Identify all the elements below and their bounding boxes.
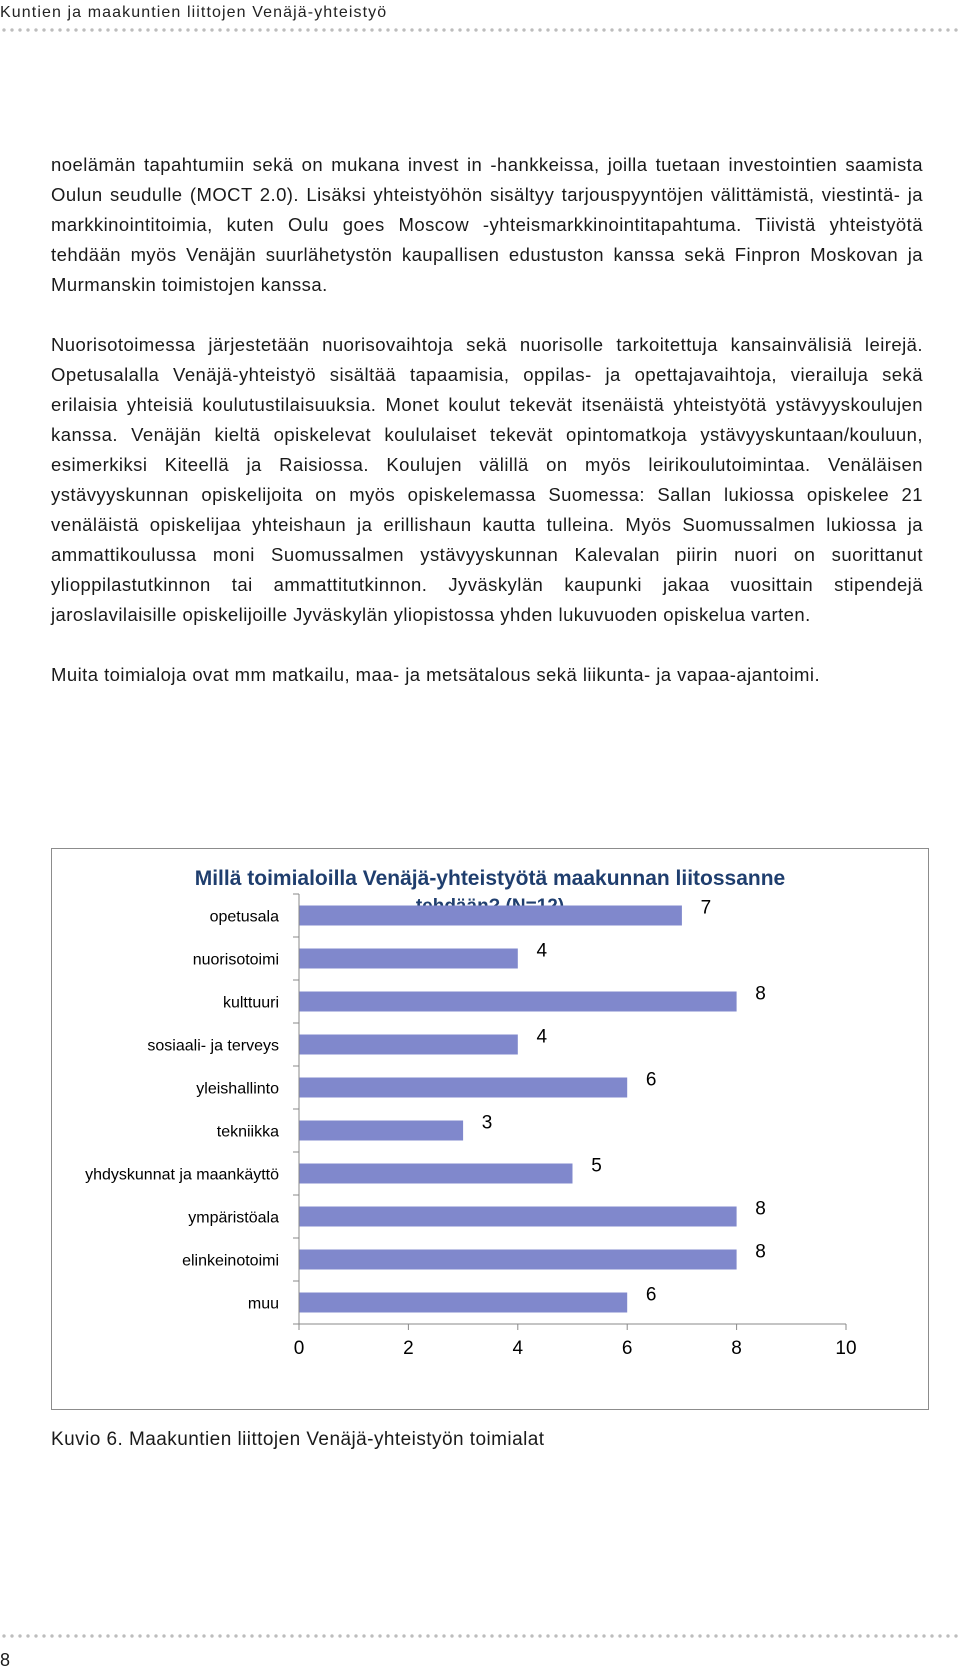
- footer-divider: [0, 1634, 960, 1638]
- bar-chart: [52, 849, 930, 1411]
- bar: [299, 1035, 518, 1055]
- data-label: 6: [645, 1069, 657, 1091]
- bar: [299, 1121, 463, 1141]
- body-text: [51, 150, 923, 690]
- bar: [299, 1207, 737, 1227]
- x-tick-label: 8: [731, 1338, 742, 1359]
- category-label: opetusala: [209, 908, 279, 926]
- bar: [299, 906, 682, 926]
- data-label: 8: [755, 1198, 766, 1220]
- category-label: muu: [247, 1295, 279, 1313]
- category-label: tekniikka: [216, 1123, 279, 1141]
- x-tick-label: 2: [403, 1338, 414, 1359]
- data-label: 6: [645, 1284, 657, 1306]
- x-tick-label: 4: [512, 1338, 524, 1359]
- bar: [299, 949, 518, 969]
- chart-title-line1: Millä toimialoilla Venäjä-yhteistyötä maakunnan liitossanne: [194, 867, 786, 890]
- data-label: 8: [755, 1241, 766, 1263]
- category-label: yhdyskunnat ja maankäyttö: [85, 1166, 279, 1184]
- paragraph: Nuorisotoimessa järjestetään nuorisovaihtoja sekä nuorisolle tarkoitettuja kansainvälisiä leirejä. Opetusalalla Venäjä-yhteistyö sisältää tapaamisia, oppilas- ja opettajavaihtoja, vierailuja sekä erilaisia yhteisiä koulutustilaisuuksia. Monet koulut tekevät itsenäistä yhteistyötä ystävyyskoulujen kanssa. Venäjän kieltä opiskelevat koululaiset tekevät opintomatkoja ystävyyskuntaan/kouluun, esimerkiksi Kiteellä ja Raisiossa. Koulujen välillä on myös leirikoulutoimintaa. Venäläisen ystävyyskunnan opiskelijoita on myös opiskelemassa Suomessa: Sallan lukiossa opiskelee 21 venäläistä opiskelijaa yhteishaun ja erillishaun kautta tulleina. Myös Suomussalmen lukiossa ja ammattikoulussa moni Suomussalmen ystävyyskunnan Kalevalan piirin nuori on suorittanut ylioppilastutkinnon tai ammattitutkinnon. Jyväskylän kaupunki jakaa vuosittain stipendejä jaroslavilaisille opiskelijoille Jyväskylän yliopistossa yhden lukuvuoden opiskelua varten.: [51, 334, 923, 625]
- header-divider: [0, 28, 960, 32]
- paragraph: Muita toimialoja ovat mm matkailu, maa- ja metsätalous sekä liikunta- ja vapaa-ajantoimi.: [51, 664, 821, 685]
- data-label: 8: [755, 983, 766, 1005]
- bar: [299, 1078, 627, 1098]
- x-tick-label: 6: [621, 1338, 633, 1359]
- bar: [299, 1293, 627, 1313]
- data-label: 4: [536, 1026, 548, 1048]
- data-label: 7: [700, 897, 712, 919]
- chart-frame: [51, 848, 929, 1410]
- category-label: ympäristöala: [188, 1209, 279, 1227]
- bar: [299, 992, 737, 1012]
- bar: [299, 1250, 737, 1270]
- data-label: 4: [536, 940, 548, 962]
- figure-caption: Kuvio 6. Maakuntien liittojen Venäjä-yhteistyön toimialat: [51, 1429, 545, 1450]
- category-label: nuorisotoimi: [192, 951, 279, 969]
- page-number: 8: [0, 1650, 11, 1670]
- running-title: Kuntien ja maakuntien liittojen Venäjä-yhteistyö: [0, 4, 388, 21]
- bar: [299, 1164, 573, 1184]
- data-label: 5: [591, 1155, 602, 1177]
- category-label: elinkeinotoimi: [182, 1252, 279, 1270]
- data-label: 3: [481, 1112, 493, 1134]
- paragraph: noelämän tapahtumiin sekä on mukana invest in -hankkeissa, joilla tuetaan investointien saamista Oulun seudulle (MOCT 2.0). Lisäksi yhteistyöhön sisältyy tarjouspyyntöjen välittämistä, viestintä- ja markkinointitoimia, kuten Oulu goes Moscow -yhteismarkkinointitapahtuma. Tiivistä yhteistyötä tehdään myös Venäjän suurlähetystön kaupallisen edustuston kanssa sekä Finpron Moskovan ja Murmanskin toimistojen kanssa.: [51, 154, 923, 295]
- category-label: kulttuuri: [222, 994, 279, 1012]
- category-label: sosiaali- ja terveys: [147, 1037, 279, 1055]
- x-tick-label: 10: [835, 1338, 857, 1359]
- category-label: yleishallinto: [196, 1080, 279, 1098]
- x-tick-label: 0: [293, 1338, 305, 1359]
